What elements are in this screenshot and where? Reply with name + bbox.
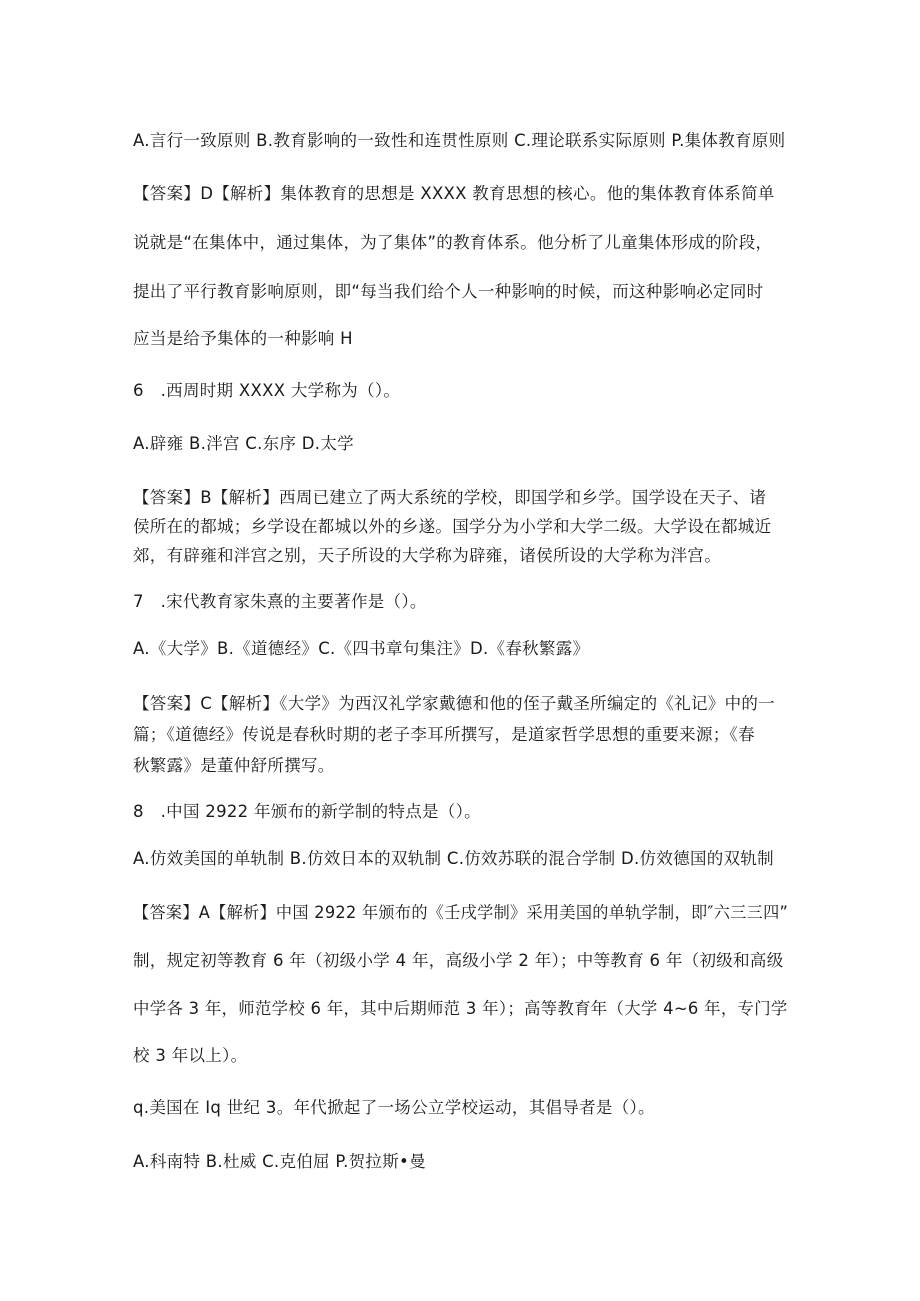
q8-answer-line-2: 制，规定初等教育 6 年（初级小学 4 年，高级小学 2 年）；中等教育 6 年（初级和高级 [133,951,784,970]
q5-options: A.言行一致原则 B.教育影响的一致性和连贯性原则 C.理论联系实际原则 P.集体教育原则 [133,131,786,150]
q6-question: 6 .西周时期 XXXX 大学称为（）。 [133,381,401,400]
q6-answer-line-1: 【答案】B【解析】西周已建立了两大系统的学校，即国学和乡学。国学设在天子、诸 [133,488,767,507]
q8-answer-line-3: 中学各 3 年，师范学校 6 年，其中后期师范 3 年）；高等教育年（大学 4~6 年，专门学 [133,999,788,1018]
q6-answer-line-2: 侯所在的都城；乡学设在都城以外的乡遂。国学分为小学和大学二级。大学设在都城近 [133,517,772,536]
q5-answer-line-4: 应当是给予集体的一种影响 H [133,329,353,348]
q5-answer-line-1: 【答案】D【解析】集体教育的思想是 XXXX 教育思想的核心。他的集体教育体系简单 [133,184,775,203]
q6-answer-line-3: 郊，有辟雍和泮宫之别，天子所设的大学称为辟雍，诸侯所设的大学称为泮宫。 [133,546,721,565]
q6-options: A.辟雍 B.泮宫 C.东序 D.太学 [133,434,354,453]
q5-answer-line-2: 说就是“在集体中，通过集体，为了集体”的教育体系。他分析了儿童集体形成的阶段， [133,233,773,252]
q8-question: 8 .中国 2922 年颁布的新学制的特点是（）。 [133,802,481,821]
q8-answer-line-4: 校 3 年以上）。 [133,1046,248,1065]
q9-options: A.科南特 B.杜威 C.克伯屈 P.贺拉斯•曼 [133,1152,426,1171]
q7-answer-line-2: 篇；《道德经》传说是春秋时期的老子李耳所撰写，是道家哲学思想的重要来源；《春 [133,725,755,744]
q8-options: A.仿效美国的单轨制 B.仿效日本的双轨制 C.仿效苏联的混合学制 D.仿效德国的双轨制 [133,849,774,868]
q7-question: 7 .宋代教育家朱熹的主要著作是（）。 [133,592,427,611]
q7-answer-line-3: 秋繁露》是董仲舒所撰写。 [133,756,335,775]
q5-answer-line-3: 提出了平行教育影响原则，即“每当我们给个人一种影响的时候，而这种影响必定同时 [133,282,764,301]
q9-question: q.美国在 Iq 世纪 3。年代掀起了一场公立学校运动，其倡导者是（）。 [133,1098,655,1117]
q7-answer-line-1: 【答案】C【解析】《大学》为西汉礼学家戴德和他的侄子戴圣所编定的《礼记》中的一 [133,694,775,713]
q7-options: A.《大学》B.《道德经》C.《四书章句集注》D.《春秋繁露》 [133,639,590,658]
q8-answer-line-1: 【答案】A【解析】中国 2922 年颁布的《壬戌学制》采用美国的单轨学制，即″六三三四” [133,903,789,922]
